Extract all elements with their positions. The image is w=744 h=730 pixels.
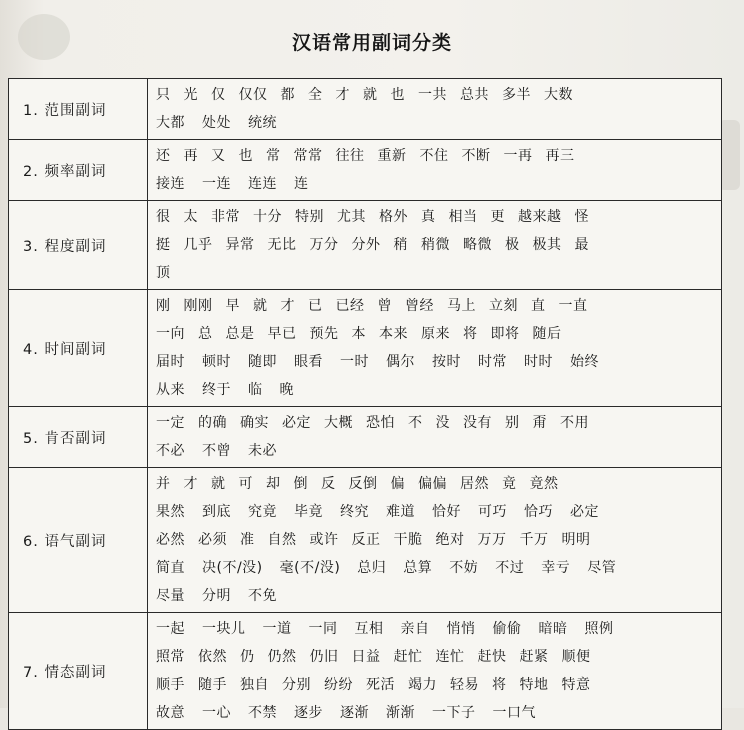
adverb-word: 又 xyxy=(211,148,226,164)
adverb-word: 日益 xyxy=(351,649,381,665)
adverb-word: 的确 xyxy=(198,415,227,431)
adverb-word: 不住 xyxy=(419,148,449,164)
adverb-word: 一口气 xyxy=(492,705,536,721)
adverb-word: 恰好 xyxy=(432,504,461,520)
adverb-word: 大概 xyxy=(324,415,353,431)
adverb-word: 早 xyxy=(225,298,240,314)
adverb-word: 怪 xyxy=(574,209,589,225)
adverb-word: 反 xyxy=(321,476,336,492)
adverb-line xyxy=(156,437,715,465)
adverb-line xyxy=(156,582,715,610)
adverb-word: 原来 xyxy=(421,326,450,342)
adverb-word: 却 xyxy=(266,476,281,492)
adverb-word: 顺手 xyxy=(156,677,185,693)
adverb-word: 竟然 xyxy=(529,476,559,492)
adverb-word: 尽量 xyxy=(156,588,185,604)
adverb-word: 偶尔 xyxy=(386,354,415,370)
adverb-word: 暗暗 xyxy=(538,621,568,637)
adverb-word: 几乎 xyxy=(183,237,213,253)
adverb-word: 再 xyxy=(183,148,198,164)
adverb-word: 不必 xyxy=(156,443,185,459)
adverb-word: 死活 xyxy=(366,677,395,693)
adverb-line xyxy=(156,699,715,727)
category-row xyxy=(9,290,722,407)
adverb-word: 再三 xyxy=(545,148,575,164)
adverb-word: 一时 xyxy=(340,354,369,370)
adverb-word: 毕竟 xyxy=(294,504,323,520)
adverb-word: 随即 xyxy=(248,354,277,370)
adverb-word: 仍 xyxy=(240,649,255,665)
adverb-word: 异常 xyxy=(225,237,255,253)
adverb-word: 不曾 xyxy=(202,443,231,459)
adverb-word: 竭力 xyxy=(408,677,437,693)
adverb-word: 不妨 xyxy=(449,560,479,576)
adverb-word: 悄悄 xyxy=(446,621,476,637)
adverb-word: 才 xyxy=(335,87,350,103)
adverb-list xyxy=(148,201,722,290)
adverb-word: 逐步 xyxy=(294,705,323,721)
adverb-word: 接连 xyxy=(156,176,185,192)
adverb-word: 甭 xyxy=(532,415,547,431)
page-title: 汉语常用副词分类 xyxy=(291,32,452,54)
adverb-word: 到底 xyxy=(202,504,231,520)
adverb-word: 总算 xyxy=(403,560,433,576)
adverb-word: 一定 xyxy=(156,415,185,431)
adverb-word: 恰巧 xyxy=(524,504,553,520)
adverb-word: 一同 xyxy=(308,621,338,637)
adverb-word: 才 xyxy=(183,476,198,492)
category-row xyxy=(9,201,722,290)
adverb-word: 最 xyxy=(574,237,589,253)
adverb-word: 一起 xyxy=(156,621,185,637)
adverb-word: 随手 xyxy=(198,677,227,693)
adverb-word: 究竟 xyxy=(248,504,277,520)
adverb-word: 亲自 xyxy=(400,621,430,637)
adverb-word: 故意 xyxy=(156,705,185,721)
adverb-word: 分别 xyxy=(282,677,311,693)
adverb-word: 将 xyxy=(463,326,478,342)
adverb-line xyxy=(156,470,715,498)
adverb-word: 或许 xyxy=(309,532,339,548)
adverb-word: 即将 xyxy=(490,326,520,342)
adverb-word: 已 xyxy=(308,298,323,314)
adverb-word: 轻易 xyxy=(450,677,479,693)
adverb-word: 不 xyxy=(408,415,423,431)
adverb-word: 反倒 xyxy=(348,476,378,492)
adverb-list xyxy=(148,140,722,201)
adverb-word: 幸亏 xyxy=(541,560,571,576)
adverb-word: 尤其 xyxy=(337,209,366,225)
adverb-word: 一直 xyxy=(558,298,588,314)
category-label: 1. 范围副词 xyxy=(9,79,148,140)
adverb-word: 特意 xyxy=(561,677,591,693)
adverb-word: 早已 xyxy=(267,326,297,342)
adverb-word: 赶忙 xyxy=(393,649,423,665)
category-row xyxy=(9,407,722,468)
adverb-word: 直 xyxy=(531,298,546,314)
adverb-word: 光 xyxy=(183,87,198,103)
adverb-word: 已经 xyxy=(335,298,365,314)
adverb-word: 不用 xyxy=(560,415,589,431)
adverb-word: 恐怕 xyxy=(366,415,395,431)
adverb-word: 常 xyxy=(266,148,281,164)
adverb-word: 只 xyxy=(156,87,171,103)
adverb-word: 一连 xyxy=(202,176,231,192)
category-label: 5. 肯否副词 xyxy=(9,407,148,468)
adverb-word: 未必 xyxy=(248,443,277,459)
adverb-line xyxy=(156,498,715,526)
adverb-word: 仅 xyxy=(211,87,226,103)
adverb-word: 稍 xyxy=(393,237,408,253)
adverb-word: 总归 xyxy=(357,560,387,576)
adverb-word: 偏 xyxy=(390,476,405,492)
adverb-line xyxy=(156,671,715,699)
adverb-word: 赶紧 xyxy=(519,649,549,665)
adverb-word: 必定 xyxy=(570,504,599,520)
adverb-word: 独自 xyxy=(240,677,269,693)
adverb-word: 本来 xyxy=(379,326,408,342)
adverb-word: 常常 xyxy=(293,148,323,164)
adverb-word: 必定 xyxy=(282,415,311,431)
adverb-line xyxy=(156,554,715,582)
category-row xyxy=(9,140,722,201)
adverb-word: 反正 xyxy=(351,532,381,548)
adverb-line xyxy=(156,643,715,671)
adverb-word: 千万 xyxy=(519,532,549,548)
adverb-word: 照常 xyxy=(156,649,185,665)
adverb-word: 预先 xyxy=(309,326,339,342)
adverb-word: 总共 xyxy=(460,87,489,103)
adverb-word: 必然 xyxy=(156,532,185,548)
adverb-word: 往往 xyxy=(335,148,365,164)
adverb-word: 果然 xyxy=(156,504,185,520)
adverb-line xyxy=(156,292,715,320)
adverb-word: 就 xyxy=(363,87,378,103)
adverb-line xyxy=(156,231,715,259)
adverb-word: 偏偏 xyxy=(418,476,447,492)
adverb-word: 按时 xyxy=(432,354,461,370)
adverb-word: 非常 xyxy=(211,209,240,225)
adverb-word: 顿时 xyxy=(202,354,231,370)
adverb-word: 本 xyxy=(351,326,366,342)
adverb-line xyxy=(156,526,715,554)
adverb-line xyxy=(156,348,715,376)
adverb-word: 临 xyxy=(248,382,263,398)
adverb-word: 多半 xyxy=(502,87,531,103)
adverb-word: 也 xyxy=(238,148,253,164)
adverb-line xyxy=(156,615,715,643)
adverb-word: 刚 xyxy=(156,298,171,314)
adverb-word: 略微 xyxy=(463,237,492,253)
adverb-word: 没 xyxy=(435,415,450,431)
adverb-word: 从来 xyxy=(156,382,185,398)
adverb-word: 必须 xyxy=(198,532,227,548)
adverb-list xyxy=(148,290,722,407)
adverb-classification-table xyxy=(8,78,722,730)
adverb-word: 挺 xyxy=(156,237,171,253)
adverb-word: 竟 xyxy=(502,476,517,492)
adverb-word: 分外 xyxy=(351,237,381,253)
adverb-word: 时常 xyxy=(478,354,507,370)
category-row xyxy=(9,79,722,140)
adverb-word: 连 xyxy=(294,176,309,192)
adverb-word: 一向 xyxy=(156,326,185,342)
adverb-word: 纷纷 xyxy=(324,677,353,693)
adverb-word: 仍旧 xyxy=(309,649,339,665)
adverb-word: 万万 xyxy=(477,532,507,548)
adverb-word: 极其 xyxy=(532,237,562,253)
adverb-line xyxy=(156,81,715,109)
adverb-word: 终究 xyxy=(340,504,369,520)
adverb-word: 自然 xyxy=(267,532,297,548)
adverb-word: 干脆 xyxy=(393,532,423,548)
adverb-line xyxy=(156,320,715,348)
adverb-word: 统统 xyxy=(248,115,277,131)
adverb-word: 毫(不/没) xyxy=(279,560,341,576)
adverb-word: 很 xyxy=(156,209,171,225)
adverb-word: 马上 xyxy=(447,298,476,314)
adverb-word: 曾 xyxy=(377,298,392,314)
adverb-word: 一块儿 xyxy=(202,621,246,637)
adverb-line xyxy=(156,259,715,287)
adverb-word: 依然 xyxy=(198,649,227,665)
adverb-word: 将 xyxy=(492,677,507,693)
adverb-word: 别 xyxy=(505,415,520,431)
adverb-line xyxy=(156,203,715,231)
adverb-word: 分明 xyxy=(202,588,231,604)
adverb-word: 连连 xyxy=(248,176,277,192)
category-label: 7. 情态副词 xyxy=(9,613,148,730)
adverb-list xyxy=(148,407,722,468)
adverb-line xyxy=(156,142,715,170)
adverb-word: 绝对 xyxy=(435,532,465,548)
adverb-word: 照例 xyxy=(584,621,614,637)
category-label: 3. 程度副词 xyxy=(9,201,148,290)
adverb-word: 时时 xyxy=(524,354,553,370)
adverb-word: 届时 xyxy=(156,354,185,370)
category-row xyxy=(9,468,722,613)
adverb-word: 总是 xyxy=(225,326,255,342)
adverb-word: 不免 xyxy=(248,588,277,604)
adverb-word: 更 xyxy=(490,209,505,225)
adverb-list xyxy=(148,613,722,730)
adverb-word: 全 xyxy=(308,87,323,103)
adverb-word: 准 xyxy=(240,532,255,548)
adverb-word: 终于 xyxy=(202,382,231,398)
adverb-word: 才 xyxy=(280,298,295,314)
category-label: 6. 语气副词 xyxy=(9,468,148,613)
category-label: 2. 频率副词 xyxy=(9,140,148,201)
adverb-word: 一心 xyxy=(202,705,231,721)
adverb-word: 难道 xyxy=(386,504,415,520)
adverb-word: 极 xyxy=(505,237,520,253)
category-label: 4. 时间副词 xyxy=(9,290,148,407)
adverb-word: 居然 xyxy=(460,476,489,492)
adverb-word: 明明 xyxy=(561,532,591,548)
adverb-list xyxy=(148,468,722,613)
adverb-word: 一共 xyxy=(418,87,447,103)
adverb-line xyxy=(156,109,715,137)
adverb-word: 还 xyxy=(156,148,171,164)
adverb-word: 并 xyxy=(156,476,171,492)
adverb-word: 赶快 xyxy=(477,649,507,665)
adverb-word: 顺便 xyxy=(561,649,591,665)
adverb-word: 随后 xyxy=(532,326,562,342)
adverb-word: 稍微 xyxy=(421,237,450,253)
adverb-line xyxy=(156,376,715,404)
adverb-word: 格外 xyxy=(379,209,408,225)
adverb-word: 相当 xyxy=(448,209,478,225)
adverb-word: 处处 xyxy=(202,115,231,131)
adverb-word: 越来越 xyxy=(518,209,562,225)
adverb-word: 眼看 xyxy=(294,354,323,370)
adverb-word: 可 xyxy=(238,476,253,492)
adverb-word: 就 xyxy=(253,298,268,314)
adverb-word: 互相 xyxy=(354,621,384,637)
adverb-word: 不断 xyxy=(461,148,491,164)
adverb-word: 可巧 xyxy=(478,504,507,520)
adverb-word: 晚 xyxy=(279,382,294,398)
adverb-word: 都 xyxy=(280,87,295,103)
adverb-word: 总 xyxy=(198,326,213,342)
adverb-line xyxy=(156,170,715,198)
adverb-word: 简直 xyxy=(156,560,185,576)
adverb-word: 重新 xyxy=(377,148,407,164)
adverb-word: 决(不/没) xyxy=(202,560,263,576)
adverb-word: 万分 xyxy=(309,237,339,253)
adverb-word: 逐渐 xyxy=(340,705,369,721)
adverb-word: 就 xyxy=(211,476,226,492)
adverb-word: 十分 xyxy=(253,209,282,225)
adverb-word: 立刻 xyxy=(489,298,518,314)
adverb-word: 偷偷 xyxy=(492,621,522,637)
adverb-word: 不禁 xyxy=(248,705,277,721)
category-row xyxy=(9,613,722,730)
adverb-word: 确实 xyxy=(240,415,269,431)
adverb-word: 大都 xyxy=(156,115,185,131)
adverb-word: 渐渐 xyxy=(386,705,415,721)
adverb-word: 特别 xyxy=(295,209,324,225)
adverb-word: 一再 xyxy=(503,148,533,164)
adverb-word: 无比 xyxy=(267,237,297,253)
adverb-word: 顶 xyxy=(156,265,171,281)
adverb-word: 一道 xyxy=(262,621,292,637)
adverb-word: 没有 xyxy=(463,415,492,431)
adverb-word: 太 xyxy=(183,209,198,225)
adverb-list xyxy=(148,79,722,140)
adverb-word: 一下子 xyxy=(432,705,476,721)
adverb-word: 大数 xyxy=(544,87,573,103)
adverb-word: 不过 xyxy=(495,560,525,576)
adverb-word: 连忙 xyxy=(435,649,465,665)
adverb-word: 仅仅 xyxy=(238,87,268,103)
adverb-line xyxy=(156,409,715,437)
adverb-word: 真 xyxy=(421,209,436,225)
adverb-word: 始终 xyxy=(570,354,599,370)
adverb-word: 刚刚 xyxy=(183,298,213,314)
adverb-word: 尽管 xyxy=(587,560,617,576)
adverb-word: 特地 xyxy=(519,677,549,693)
adverb-word: 也 xyxy=(390,87,405,103)
adverb-word: 仍然 xyxy=(267,649,297,665)
adverb-word: 曾经 xyxy=(405,298,434,314)
adverb-word: 倒 xyxy=(293,476,308,492)
